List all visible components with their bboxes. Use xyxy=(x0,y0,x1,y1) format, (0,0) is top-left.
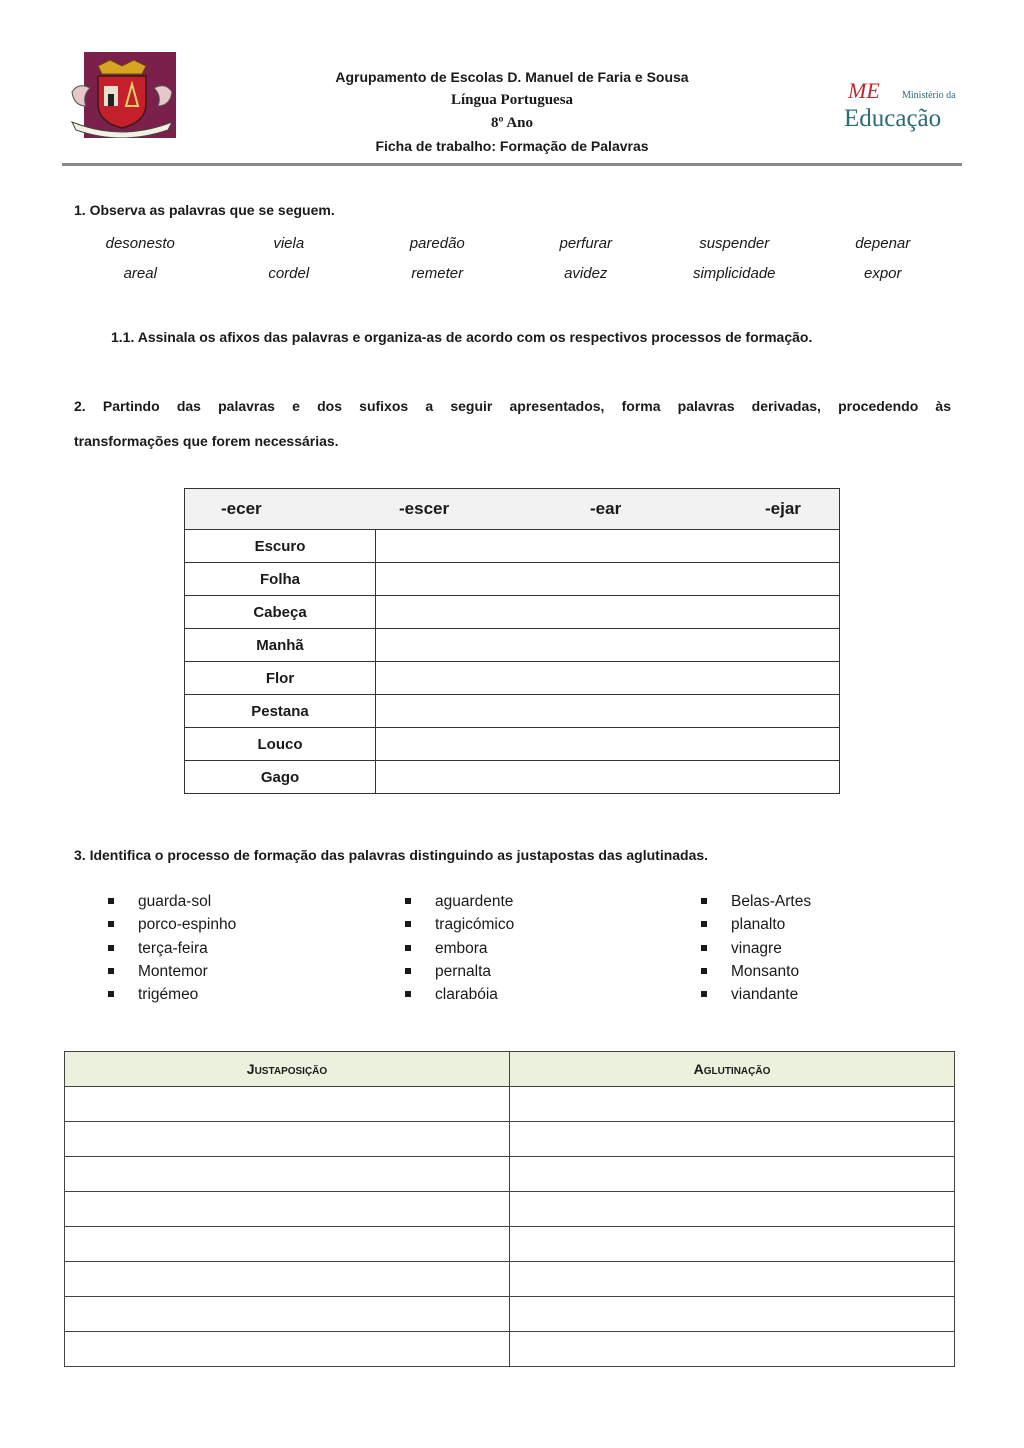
answer-cell[interactable] xyxy=(510,1192,955,1227)
word-item: avidez xyxy=(564,265,608,282)
table-row xyxy=(65,1192,955,1227)
exercise1-prompt: 1. Observa as palavras que se seguem. xyxy=(74,202,335,218)
agglutination-header: Aglutinação xyxy=(510,1052,955,1087)
subject-title: Língua Portuguesa xyxy=(450,92,574,108)
answer-cell[interactable] xyxy=(376,563,840,596)
list-item: tragicómico xyxy=(405,913,514,936)
word-list-col1 xyxy=(108,890,236,1006)
base-word-cell: Pestana xyxy=(185,695,376,728)
word-item: areal xyxy=(123,265,157,282)
exercise2-prompt-line1: 2. Partindo das palavras e dos sufixos a seguir apresentados, forma palavras derivadas, procedendo às xyxy=(74,398,951,414)
answer-cell[interactable] xyxy=(65,1157,510,1192)
list-item: terça-feira xyxy=(108,937,236,960)
answer-cell[interactable] xyxy=(376,596,840,629)
answer-cell[interactable] xyxy=(510,1332,955,1367)
word-item: desonesto xyxy=(105,235,175,252)
table-row xyxy=(185,695,840,728)
word-item: remeter xyxy=(411,265,464,282)
word-item: depenar xyxy=(855,235,911,252)
word-item: expor xyxy=(863,265,902,282)
table-row xyxy=(65,1332,955,1367)
base-word-cell: Escuro xyxy=(185,530,376,563)
answer-cell[interactable] xyxy=(510,1297,955,1332)
table-row xyxy=(185,530,840,563)
suffix-label: -ear xyxy=(590,499,622,518)
table-row xyxy=(185,596,840,629)
word-list-col2 xyxy=(405,890,514,1006)
table-row xyxy=(65,1157,955,1192)
ministry-logo-large-text: Educação xyxy=(844,105,942,132)
list-item: porco-espinho xyxy=(108,913,236,936)
exercise1-subprompt: 1.1. Assinala os afixos das palavras e organiza-as de acordo com os respectivos processos de formação. xyxy=(111,329,813,345)
table-row xyxy=(185,629,840,662)
list-item: viandante xyxy=(701,983,811,1006)
answer-cell[interactable] xyxy=(376,662,840,695)
answer-cell[interactable] xyxy=(510,1087,955,1122)
list-item: pernalta xyxy=(405,960,514,983)
worksheet-title: Ficha de trabalho: Formação de Palavras xyxy=(375,138,649,154)
header-divider xyxy=(62,163,962,166)
word-item: perfurar xyxy=(559,235,613,252)
suffix-header-cell xyxy=(185,489,840,530)
word-item: paredão xyxy=(409,235,465,252)
school-name: Agrupamento de Escolas D. Manuel de Faria e Sousa xyxy=(335,69,689,85)
exercise1-word-grid xyxy=(66,234,957,294)
base-word-cell: Manhã xyxy=(185,629,376,662)
word-item: suspender xyxy=(699,235,770,252)
list-item: clarabóia xyxy=(405,983,514,1006)
list-item: trigémeo xyxy=(108,983,236,1006)
answer-cell[interactable] xyxy=(65,1192,510,1227)
table-row xyxy=(65,1122,955,1157)
answer-cell[interactable] xyxy=(510,1157,955,1192)
answer-cell[interactable] xyxy=(376,695,840,728)
answer-cell[interactable] xyxy=(65,1262,510,1297)
grade-label: 8º Ano xyxy=(490,115,534,131)
answer-cell[interactable] xyxy=(510,1122,955,1157)
suffix-label: -ejar xyxy=(765,499,801,518)
list-item: Monsanto xyxy=(701,960,811,983)
table-row xyxy=(185,662,840,695)
base-word-cell: Flor xyxy=(185,662,376,695)
ministry-logo-small-text: Ministério da xyxy=(902,90,956,101)
classification-table xyxy=(64,1051,955,1367)
table-row xyxy=(65,1262,955,1297)
answer-cell[interactable] xyxy=(65,1297,510,1332)
ministry-monogram: ME xyxy=(848,78,880,103)
answer-cell[interactable] xyxy=(510,1262,955,1297)
exercise3-prompt: 3. Identifica o processo de formação das palavras distinguindo as justapostas das aglutinadas. xyxy=(74,847,709,863)
list-item: vinagre xyxy=(701,937,811,960)
answer-cell[interactable] xyxy=(65,1122,510,1157)
juxtaposition-header: Justaposição xyxy=(65,1052,510,1087)
answer-cell[interactable] xyxy=(376,530,840,563)
table-row xyxy=(65,1227,955,1262)
table-row xyxy=(65,1297,955,1332)
answer-cell[interactable] xyxy=(510,1227,955,1262)
word-item: cordel xyxy=(268,265,310,282)
list-item: Montemor xyxy=(108,960,236,983)
suffix-header-row xyxy=(185,489,840,530)
answer-cell[interactable] xyxy=(376,728,840,761)
suffix-derivation-table xyxy=(184,488,840,794)
table-row xyxy=(185,728,840,761)
answer-cell[interactable] xyxy=(376,761,840,794)
base-word-cell: Louco xyxy=(185,728,376,761)
word-list-col3 xyxy=(701,890,811,1006)
word-item: viela xyxy=(273,235,305,252)
word-item: simplicidade xyxy=(692,265,776,282)
suffix-label: -escer xyxy=(399,499,450,518)
exercise2-prompt-line2: transformações que forem necessárias. xyxy=(74,433,339,449)
base-word-cell: Cabeça xyxy=(185,596,376,629)
table-row xyxy=(65,1087,955,1122)
base-word-cell: Gago xyxy=(185,761,376,794)
answer-cell[interactable] xyxy=(376,629,840,662)
table-row xyxy=(185,563,840,596)
list-item: embora xyxy=(405,937,514,960)
answer-cell[interactable] xyxy=(65,1332,510,1367)
suffix-label: -ecer xyxy=(221,499,262,518)
answer-cell[interactable] xyxy=(65,1087,510,1122)
list-item: aguardente xyxy=(405,890,514,913)
list-item: planalto xyxy=(701,913,811,936)
list-item: guarda-sol xyxy=(108,890,236,913)
base-word-cell: Folha xyxy=(185,563,376,596)
answer-cell[interactable] xyxy=(65,1227,510,1262)
classification-header-row xyxy=(65,1052,955,1087)
list-item: Belas-Artes xyxy=(701,890,811,913)
table-row xyxy=(185,761,840,794)
